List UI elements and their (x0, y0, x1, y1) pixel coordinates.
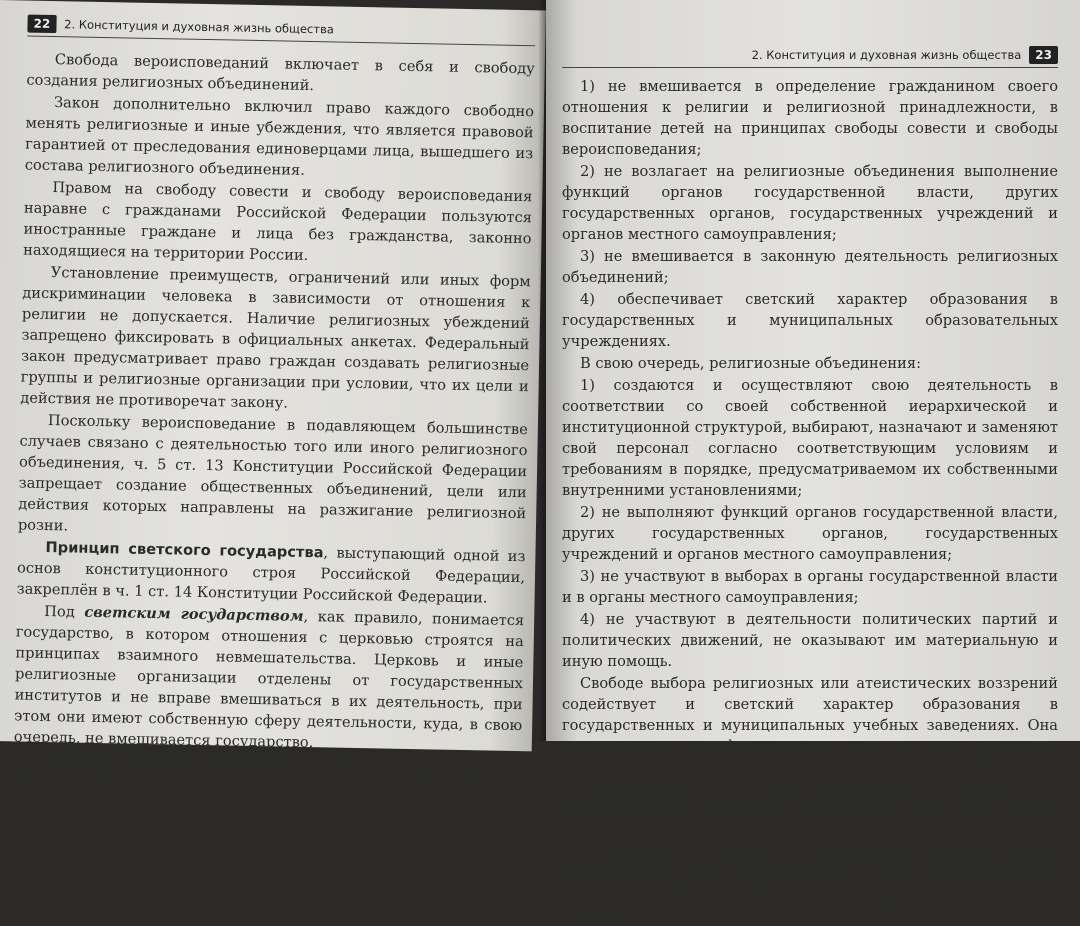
list-item: 4) обеспечивает светский характер образования в государственных и муниципальных образовательных учреждениях. (562, 291, 1058, 350)
paragraph: Свобода вероисповеданий включает в себя и свободу создания религиозных объединений. (26, 51, 535, 95)
paragraph: Государство и церковь в отечественной истории имеют многовековой, очень разнообразный и, порой, противоречивый опыт взаимодействия. Поэтому реализация рассматриваемого консти- (562, 844, 1058, 924)
running-title: 2. Конституция и духовная жизнь общества (751, 48, 1022, 62)
bold-term: Принцип светского государства (45, 538, 324, 562)
paragraph-text: , выступающий одной из основ конституционного строя Российской Федерации, закреплён в ч. 1 ст. 14 Конституции Российской Федерации. (16, 544, 526, 607)
list-item: 1) создаются и осуществляют свою деятельность в соответствии со своей собственной иерархической и институционной структурой, выбирают, назначают и заменяют свой персонал согласно соответствующим условиям и требованиям в порядке, предусматриваемом их собственными внутренними установлениями; (562, 377, 1058, 499)
paragraph (14, 600, 525, 757)
paragraph: Правом на свободу совести и свободу вероисповедания наравне с гражданами Российской Федерации пользуются иностранные граждане и лица без гражданства, законно находящиеся на территории России. (23, 179, 533, 264)
right-page (546, 0, 1080, 924)
paragraph: Свободе выбора религиозных или атеистических воззрений содействует и светский характер образования в государственных и муниципальных учебных заведениях. Она не преследует цели формирования того или иного отношения человека к религии. Преподавание вероучений может осуществляться в негосударственных учебных и воспитательных заведениях, частным образом на дому или при религиозных объединениях. (562, 675, 1058, 839)
paragraph (16, 536, 525, 609)
paragraph: Поскольку вероисповедание в подавляющем большинстве случаев связано с деятельностью того или иного религиозного объединения, ч. 5 ст. 13 Конституции Российской Федерации запрещает создание общественных объединений, цели или действия которых направлены на разжигание религиозной розни. (17, 411, 529, 535)
right-page-header (562, 46, 1058, 68)
paragraph: Закон дополнительно включил право каждого свободно менять религиозные и иные убеждения, что является правовой гарантией от преследования единоверцами лица, вышедшего из состава религиозного объединения. (24, 94, 535, 179)
paragraph-text: , как правило, понимается государство, в котором отношения с церковью строятся на принципах взаимного невмешательства. Церковь и иные религиозные организации отделены от государственных институтов и не вправе вмешиваться в их деятельность, при этом они имеют собственную сферу деятельности, куда, в свою очередь, не вмешивается государство. (13, 607, 525, 752)
list-item: 4) не участвуют в деятельности политических партий и политических движений, не оказывают им материальную и иную помощь. (562, 611, 1058, 670)
page-number: 23 (1029, 46, 1058, 64)
running-title: 2. Конституция и духовная жизнь общества (64, 17, 334, 37)
italic-term: светским государством (84, 603, 304, 625)
paragraph: В свою очередь, религиозные объединения: (580, 355, 922, 372)
list-item: 2) не возлагает на религиозные объединения выполнение функций органов государственной власти, других государственных органов, государственных учреждений и органов местного самоуправления; (562, 163, 1058, 243)
left-page-header (27, 15, 535, 47)
list-item: 2) не выполняют функций органов государственной власти, других государственных органов, государственных учреждений и органов местного самоуправления; (562, 504, 1058, 563)
list-item: 3) не участвуют в выборах в органы государственной власти и в органы местного самоуправления; (562, 568, 1058, 606)
paragraph-text: Под (44, 602, 85, 621)
left-page (0, 0, 546, 791)
page-number: 22 (27, 15, 56, 34)
paragraph: Светский характер российского государства проявляется в том, что оно: (12, 750, 522, 791)
list-item: 1) не вмешивается в определение гражданином своего отношения к религии и религиозной принадлежности, в воспитание детей на принципах свободы совести и свободы вероисповедания; (562, 78, 1058, 158)
list-item: 3) не вмешивается в законную деятельность религиозных объединений; (562, 248, 1058, 286)
paragraph: Установление преимуществ, ограничений или иных форм дискриминации человека в зависимости от отношения к религии не допускается. Наличие религиозных убеждений запрещено фиксировать в официальных анкетах. Федеральный закон предусматривает право граждан создавать религиозные группы и религиозные организации при условии, что их цели и действия не противоречат закону. (20, 264, 531, 412)
